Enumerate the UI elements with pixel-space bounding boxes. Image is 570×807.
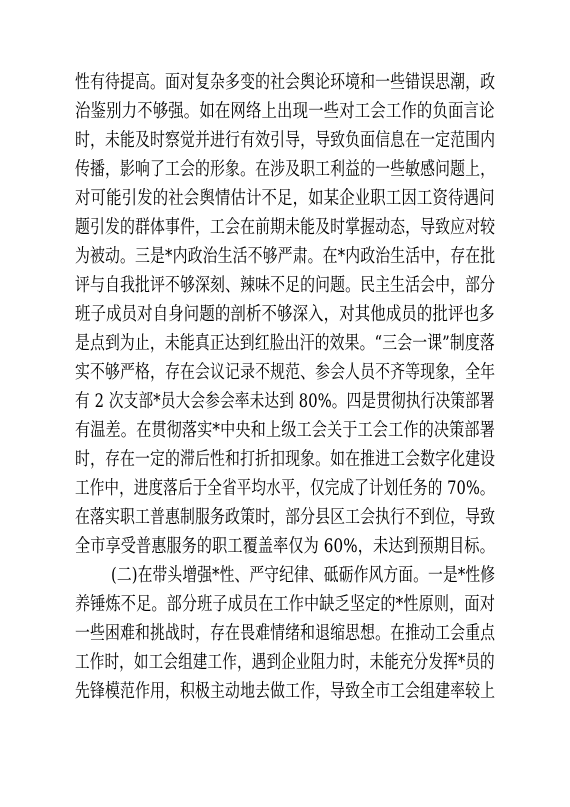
text-line: 工作中，进度落后于全省平均水平，仅完成了计划任务的 70%。 xyxy=(75,478,495,499)
text-line: 性有待提高。面对复杂多变的社会舆论环境和一些错误思潮，政 xyxy=(75,72,496,93)
text-line: 先锋模范作用，积极主动地去做工作，导致全市工会组建率较上 xyxy=(75,681,496,702)
text-line: 治鉴别力不够强。如在网络上出现一些对工会工作的负面言论 xyxy=(75,101,495,122)
text-line: 评与自我批评不够深刻、辣味不足的问题。民主生活会中，部分 xyxy=(75,275,496,296)
text-line: 工作时，如工会组建工作，遇到企业阻力时，未能充分发挥*员的 xyxy=(75,652,495,673)
text-line: 有 2 次支部*员大会参会率未达到 80%。四是贯彻执行决策部署 xyxy=(75,391,495,412)
text-line: 班子成员对自身问题的剖析不够深入，对其他成员的批评也多 xyxy=(75,304,495,325)
text-line: 为被动。三是*内政治生活不够严肃。在*内政治生活中，存在批 xyxy=(75,246,496,267)
text-line: 一些困难和挑战时，存在畏难情绪和退缩思想。在推动工会重点 xyxy=(75,623,496,644)
text-line: 传播，影响了工会的形象。在涉及职工利益的一些敏感问题上， xyxy=(75,159,496,180)
text-line: 有温差。在贯彻落实*中央和上级工会关于工会工作的决策部署 xyxy=(75,420,495,441)
section-heading-line: (二)在带头增强*性、严守纪律、砥砺作风方面。一是*性修 xyxy=(111,565,496,586)
text-line: 题引发的群体事件，工会在前期未能及时掌握动态，导致应对较 xyxy=(75,217,496,238)
text-line: 全市享受普惠服务的职工覆盖率仅为 60%，未达到预期目标。 xyxy=(75,536,495,557)
text-line: 对可能引发的社会舆情估计不足，如某企业职工因工资待遇问 xyxy=(75,188,495,209)
text-line: 实不够严格，存在会议记录不规范、参会人员不齐等现象，全年 xyxy=(75,362,496,383)
text-line: 养锤炼不足。部分班子成员在工作中缺乏坚定的*性原则，面对 xyxy=(75,594,495,615)
text-line: 在落实职工普惠制服务政策时，部分县区工会执行不到位，导致 xyxy=(75,507,496,528)
text-line: 时，未能及时察觉并进行有效引导，导致负面信息在一定范围内 xyxy=(75,130,496,151)
text-line: 时，存在一定的滞后性和打折扣现象。如在推进工会数字化建设 xyxy=(75,449,496,470)
text-line: 是点到为止，未能真正达到红脸出汗的效果。“三会一课”制度落 xyxy=(75,333,495,354)
